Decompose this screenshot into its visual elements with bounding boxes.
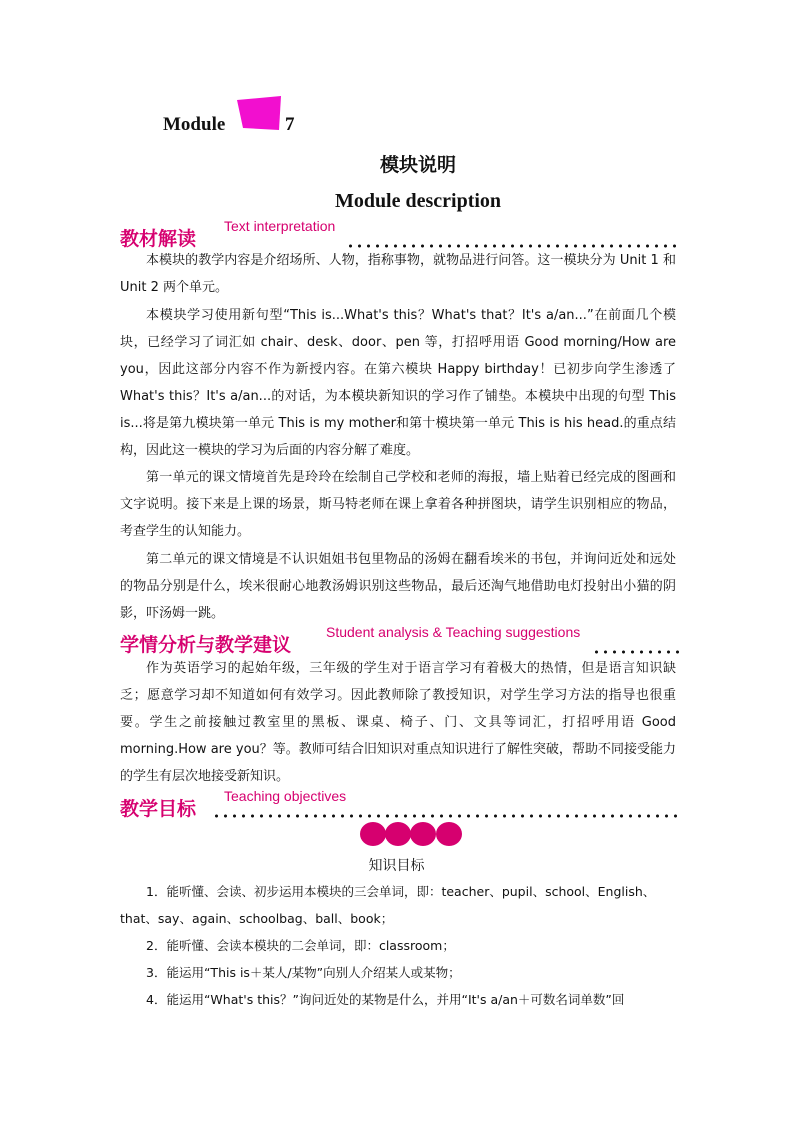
paragraph: 第一单元的课文情境首先是玲玲在绘制自己学校和老师的海报，墙上贴着已经完成的图画和文字说明。接下来是上课的场景，斯马特老师在课上拿着各种拼图块，请学生识别相应的物品，考查学生的认知能力。 (120, 470, 676, 539)
section-title-cn: 教学目标 (120, 798, 197, 820)
objective-item: 4．能运用“What's this？”询问近处的某物是什么，并用“It's a/an＋可数名词单数”回 (146, 992, 625, 1007)
page-title-en: Module description (334, 190, 502, 212)
section-title-en: Text interpretation (224, 218, 336, 234)
section-title-en: Student analysis & Teaching suggestions (326, 624, 581, 640)
decorative-circles (360, 822, 464, 848)
paragraph: 本模块的教学内容是介绍场所、人物，指称事物，就物品进行问答。这一模块分为 Unit 1 和 Unit 2 两个单元。 (120, 253, 676, 295)
dotted-divider (592, 650, 682, 654)
section-heading-student-analysis (120, 624, 682, 656)
objective-item: 2．能听懂、会读本模块的二会单词，即：classroom； (146, 938, 455, 953)
page-title-cn: 模块说明 (379, 154, 456, 176)
objective-item: 3．能运用“This is＋某人/某物”向别人介绍某人或某物； (146, 965, 461, 980)
section-title-en: Teaching objectives (224, 788, 347, 804)
decorative-circle (385, 822, 411, 846)
paragraph: 本模块学习使用新句型“This is...What's this？What's that？It's a/an...”在前面几个模块，已经学习了词汇如 chair、desk、door、pen 等，打招呼用语 Good morning/How are you，因此这部分内容不作为新授内容。在第六模块 Happy birthday！已初步向学生渗透了 What's this？It's a/an...的对话，为本模块新知识的学习作了铺垫。本模块中出现的句型 This is...将是第九模块第一单元 This is my mother和第十模块第一单元 This is his head.的重点结构，因此这一模块的学习为后面的内容分解了难度。 (120, 308, 676, 458)
objective-item: 1．能听懂、会读、初步运用本模块的三会单词，即：teacher、pupil、school、English、that、say、again、schoolbag、ball、book； (120, 884, 656, 926)
module-number: 7 (285, 114, 295, 135)
module-word: Module (163, 114, 226, 135)
decorative-circle (436, 822, 462, 846)
dotted-divider (212, 814, 682, 818)
section-title-cn: 教材解读 (120, 228, 197, 250)
module-flag-shape (233, 96, 285, 132)
paragraph: 作为英语学习的起始年级，三年级的学生对于语言学习有着极大的热情，但是语言知识缺乏；愿意学习却不知道如何有效学习。因此教师除了教授知识，对学生学习方法的指导也很重要。学生之前接触过教室里的黑板、课桌、椅子、门、文具等词汇，打招呼用语 Good morning.How are you？等。教师可结合旧知识对重点知识进行了解性突破，帮助不同接受能力的学生有层次地接受新知识。 (120, 661, 676, 784)
decorative-circle (410, 822, 436, 846)
section-title-cn: 学情分析与教学建议 (120, 634, 292, 656)
decorative-circle (360, 822, 386, 846)
paragraph: 第二单元的课文情境是不认识姐姐书包里物品的汤姆在翻看埃米的书包，并询问近处和远处的物品分别是什么，埃米很耐心地教汤姆识别这些物品，最后还淘气地借助电灯投射出小猫的阴影，吓汤姆一跳。 (120, 552, 676, 621)
subheading-knowledge-objectives: 知识目标 (368, 858, 425, 874)
section-heading-teaching-objectives (120, 788, 682, 820)
